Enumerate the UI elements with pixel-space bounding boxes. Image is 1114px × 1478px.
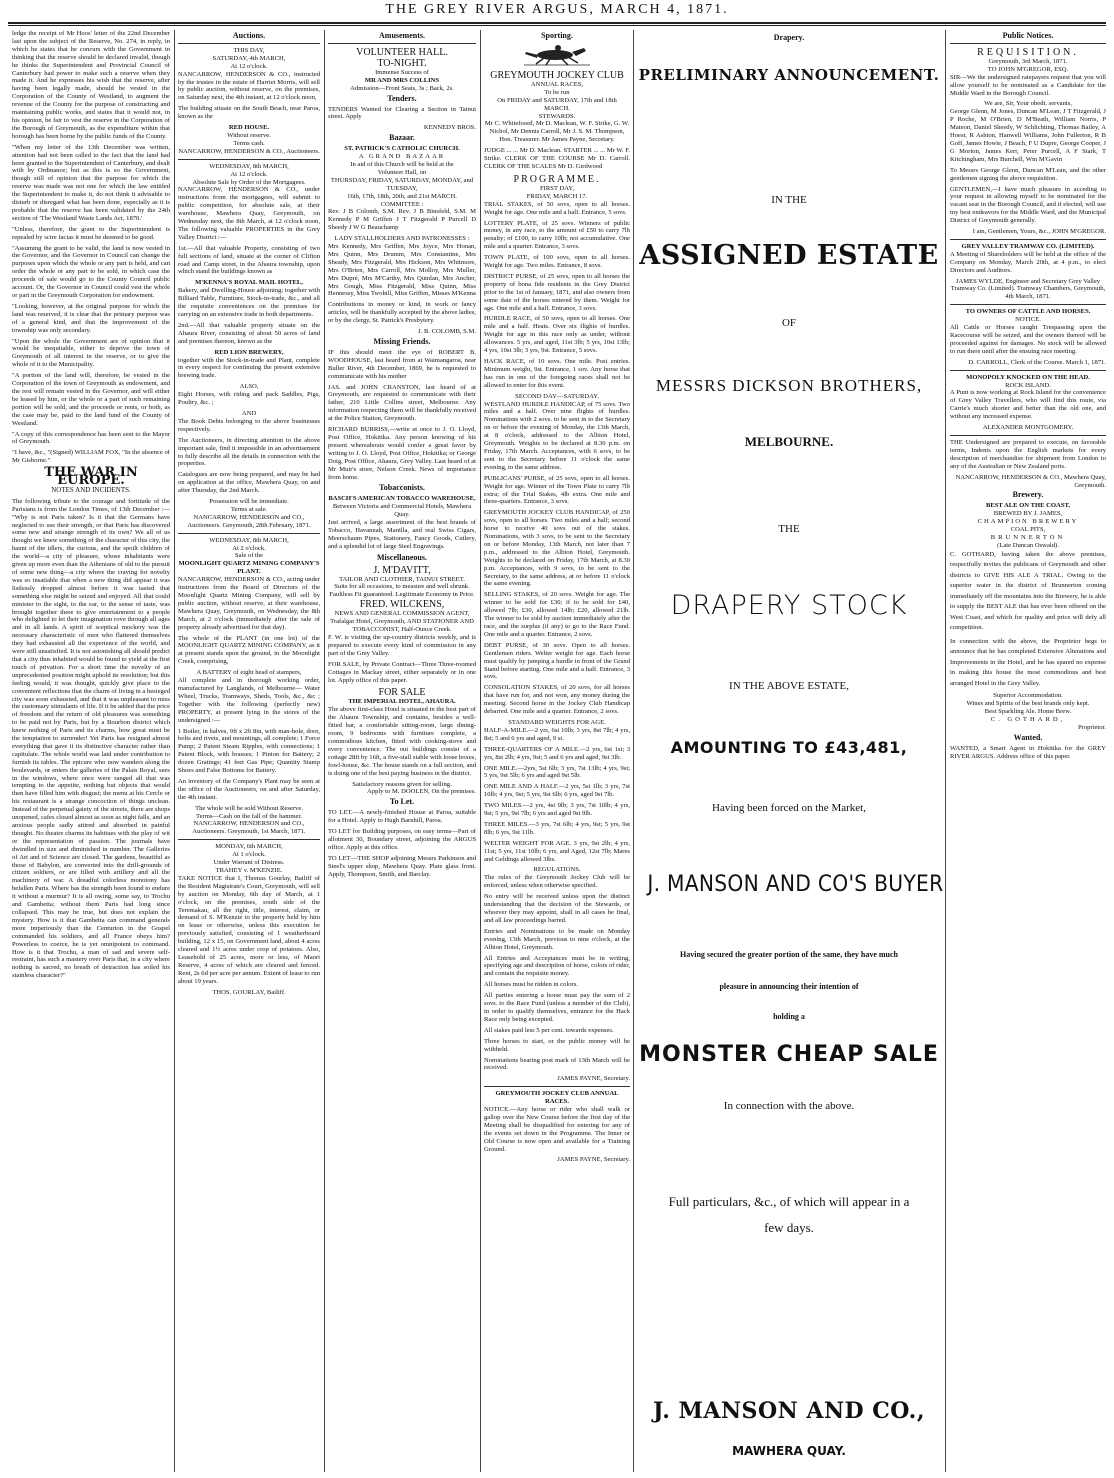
notes-subheading: NOTES AND INCIDENTS. xyxy=(51,485,131,494)
ad-text: TO JOHN M'GREGOR, ESQ. xyxy=(987,65,1069,73)
section-header: Amusements. xyxy=(379,31,425,40)
auction-time: At 1 o'clock. xyxy=(232,851,266,859)
race-entry: CONSOLATION STAKES, of 20 sovs, for all horses that have run for, and not won, any money during the meeting. Second horse in the Jockey Club Handicap debarred. One mile and a quarter. Entrance, 2 sovs. xyxy=(484,684,630,716)
ad-list: Rev. J B Colomb, S.M. Rev. J B Binsfeld, S.M. M Kennedy P M Griffen J T Fitzgerald P Purcell D Sheedy J W G Beauchamp xyxy=(328,208,476,232)
amount-heading: AMOUNTING TO £43,481, xyxy=(670,738,908,757)
section-header: Tobacconists. xyxy=(379,483,425,493)
auction-date: MONDAY, 6th MARCH, xyxy=(215,843,283,851)
ad-title: THE IMPERIAL HOTEL, AHAURA. xyxy=(348,698,456,706)
ad-signature: KENNEDY BROS. xyxy=(423,124,476,132)
section-header: Wanted. xyxy=(1013,732,1043,742)
ad-text: THE Undersigned are prepared to execute, on favorable terms, Indents upon the English markets for every description of merchandise for shipment from London to any of the Australian or New Zealand ports. xyxy=(950,438,1106,470)
ad-text: All Cattle or Horses caught Trespassing upon the Racecourse will be seized, and the owners thereof will be proceeded against for damages. No stock will be allowed to run there until after the ensuing race meeting. xyxy=(950,324,1106,355)
ad-signature: ALEXANDER MONTGOMERY. xyxy=(982,424,1074,432)
ad-text: REGULATIONS. xyxy=(533,866,581,874)
article-signature: "I have, &c., "(Signed) WILLIAM FOX, "In the absence of Mr Gisborne." xyxy=(12,449,170,465)
weight-entry: THREE MILES.—3 yrs, 7st 6lb; 4 yrs, 9st; 5 yrs, 9st 8lb; 6 yrs, 9st 11lb. xyxy=(484,820,630,836)
ad-text: pleasure in announcing their intention of xyxy=(719,982,859,991)
ad-text: ROCK ISLAND. xyxy=(1005,381,1051,389)
auction-body: 2nd.—All that valuable property situate on the Ahaura River, consisting of about 50 acres of land and premises thereon, known as the xyxy=(178,321,320,345)
race-entry: GREYMOUTH JOCKEY CLUB HANDICAP, of 250 sovs, open to all horses. Two miles and a half; second horse to receive 40 sovs out of the stakes. Nominations, with 3 sovs, to be sent to the Secretary on or before Monday, 13th March, not later than 7 p.m., addressed to the Albion Hotel, Greymouth. Weights to be declared on Friday, 17th March, at 8.30 p.m. Acceptances, with 9 sovs, to be sent to the Secretary, to the same address, at or before 11 o'clock the same evening. xyxy=(484,509,630,588)
column-auctions xyxy=(178,30,320,1470)
section-header: Tenders. xyxy=(387,93,417,103)
race-entry: WESTLAND HURDLE HANDICAP, of 75 sovs. Two miles and a half. Over nine flights of hurdles. Nominations with 2 sovs. to be sent in to the Secretary on or before the evening of Monday, the 13th March, at 8 o'clock, addressed to the Albion Hotel, Greymouth. Weights to be declared at 8.30 p.m. on Friday, 17th March. Acceptances, with 6 sovs, to be sent to the Secretary before 11 o'clock the same evening, to the same address. xyxy=(484,400,630,471)
ad-text: Contributions in money or kind, in work or fancy articles, will be thankfully accepted by the above ladies, or by the clergy, St. Patrick's Presbytery. xyxy=(328,301,476,325)
ad-text: C. GOTHARD, having taken the above premises, respectfully invites the publicans of Greymouth and other districts to GIVE HIS ALE A TRIAL. Owing to the superior water in the district of Brunnerton coming immediately off the mountains into the Brewery, he is able to supply the BEST ALE that has ever been offered on the West Coast, and which for quality and price will defy all competition. xyxy=(950,550,1106,632)
ad-text: Having been forced on the Market, xyxy=(712,802,866,814)
section-header: Drapery. xyxy=(773,33,805,42)
ad-title: VOLUNTEER HALL. xyxy=(356,46,448,58)
auction-date: WEDNESDAY, 8th MARCH, xyxy=(209,536,289,544)
auction-body: together with the Stock-in-trade and Plant, complete in every respect for continuing the present extensive brewing trade. xyxy=(178,356,320,380)
weight-entry: THREE-QUARTERS OF A MILE.—2 yrs, 6st 1st; 3 yrs, 8st 2lb; 4 yrs, 9st; 5 and 6 yrs and aged, 9st 3lb. xyxy=(484,745,630,761)
auction-date: WEDNESDAY, 8th MARCH, xyxy=(209,162,289,170)
auction-also: ALSO, xyxy=(239,383,259,391)
weight-entry: ONE MILE AND A HALF.—2 yrs, 5st 1lb; 3 yrs, 7st 10lb; 4 yrs, 9st; 5 yrs, 9st 6lb; 6 yrs, aged 9st 7lb. xyxy=(484,783,630,799)
masthead-rule xyxy=(8,22,1106,24)
ad-text: FRIDAY, MARCH 17. xyxy=(526,192,588,200)
auction-reserve: Without reserve. xyxy=(227,131,271,139)
column-sporting xyxy=(484,30,630,1470)
ad-list: Mrs Kennedy, Mrs Griffen, Mrs Joyce, Mrs Honan, Mrs Quinn, Mrs Drumm, Mrs Constantine, Mrs Sheady, Mrs Fitzgerald, Mrs Hickson, Mrs Whitmore, Mrs O'Brien, Mrs Carroll, Mrs Molloy, Mrs Muller, Mrs Dupré, Mrs M'Carthy, Mrs Quinlan, Mrs Ancher, Mrs Gough, Miss Fitzgerald, Miss Quinn, Miss Hennessy, Miss Twohill, Miss Griffen, Misses M'Kenna xyxy=(328,243,476,298)
masthead-rule-thin xyxy=(8,25,1106,26)
column-divider xyxy=(480,30,481,1472)
signatory-list: George Glenn, M Jones, Duncan M'Lean, J T Fitzgerald, J P Roche, M O'Brien, D M'Beath, William Norris, P Mateon, Daniel Sheedy, W Schlichting, Thomas Bailey, A Hoest, R Ashton, Hanwell Williams, John Fullerton, R B Goff, James Howie, J Beach, F U Dupre, George Cooper, J G Morton, James Kerr, Peter Purcell, A F Stark, T Kitchingham, Mrs Burchell, Wm M'Gavin xyxy=(950,108,1106,163)
ad-signature: JAMES PAYNE, Secretary. xyxy=(557,1075,630,1083)
article-paragraph: ledge the receipt of Mr Hoos' letter of the 22nd December last upon the subject of the Reserve, No. 274, in reply, in which he states that he concurs with the Government in thinking that the reserve should be declared invalid, though he thinks the Superintendent and Provincial Council of Canterbury had power to make such a reserve when they made it. And he expresses his wish that the reserve, after having been legally made, should be vested in the Corporation of the County of Westland, to augment the revenue of the County for the purpose of constructing and maintaining public works, and states that it would not, in his opinion, be fair to vest the reserve in the Corporation of the Borough of Greymouth, as the expenditure within that borough has been borne by the public funds of the County. xyxy=(12,30,170,140)
monster-sale-heading: MONSTER CHEAP SALE xyxy=(639,1042,939,1067)
section-header: Auctions. xyxy=(232,31,266,40)
ad-text: Admission—Front Seats, 3s ; Back, 2s. xyxy=(350,84,454,92)
ad-text: Between Victoria and Commercial Hotels, Mawhera Quay. xyxy=(332,503,472,519)
divider xyxy=(178,159,320,160)
ad-text: NOTICE. xyxy=(1015,316,1041,324)
article-paragraph: "Looking, however, at the original purpose for which the land was reserved, it is clear that the primary purpose was of a general kind, and that the improvement of the township was only secondary. xyxy=(12,302,170,334)
ad-text: Wines and Spirits of the best brands only kept. xyxy=(966,700,1090,708)
ad-signature: JAMES PAYNE, Secretary. xyxy=(557,1156,630,1164)
dickson-brothers-heading: MESSRS DICKSON BROTHERS, xyxy=(655,376,923,395)
manson-co-heading: J. MANSON AND CO., xyxy=(653,1398,925,1424)
ad-text: Having secured the greater portion of the same, they have much xyxy=(680,950,898,959)
ad-title: MONOPOLY KNOCKED ON THE HEAD. xyxy=(966,373,1090,381)
ad-text: WANTED, a Smart Agent in Hokitika for the GREY RIVER ARGUS. Address office of this paper. xyxy=(950,744,1106,760)
auctioneer-signature: NANCARROW, HENDERSON and CO., Auctioneers. Greymouth, 28th February, 1871. xyxy=(187,513,311,529)
property-name: RED LION BREWERY, xyxy=(214,348,284,356)
ad-text: OF xyxy=(781,317,797,329)
ad-text: COMMITTEE : xyxy=(380,200,424,208)
divider xyxy=(178,533,320,534)
weight-entry: HALF-A-MILE.—2 yrs, 6st 10lb; 3 yrs, 8st 7lb; 4 yrs, 8st; 5 and 6 yrs and aged, 9 st. xyxy=(484,726,630,742)
ad-text: TAILOR AND CLOTHIER, TAINUI STREET. xyxy=(339,575,465,583)
ad-signature: D. CARROLL, Clerk of the Course. March 1, 1871. xyxy=(968,358,1106,366)
race-entry: TOWN PLATE, of 100 sovs, open to all horses. Weight for age. Two miles. Entrance, 8 sovs. xyxy=(484,254,630,270)
assigned-estate-heading: ASSIGNED ESTATE xyxy=(639,240,939,271)
auction-time: At 12 o'clock. xyxy=(230,62,268,70)
ad-text: A Meeting of Shareholders will be held at the office of the Company on Monday, March 20th, at 4 p.m., to elect Directors and Auditors. xyxy=(950,250,1106,274)
auction-body: Bakery, and Dwelling-House adjoining; together with Billiard Table, Furniture, Stock-in-trade, &c., and all the requisite conveniences on the premises for carrying on an extensive trade in both departments. xyxy=(178,287,320,318)
manson-buyer-heading: J. MANSON AND CO'S BUYER xyxy=(647,872,944,897)
ad-title: TO-NIGHT. xyxy=(377,57,427,69)
auction-date: SATURDAY, 4th MARCH, xyxy=(212,54,286,62)
auction-body: NANCARROW, HENDERSON & CO., under instructions from the mortgagees, will submit to public competition, for absolute sale, at their warehouse, Mawhera Quay, Greymouth, on Wednesday next, the 8th March, at 12 o'clock noon, The following valuable PROPERTIES in the Grey Valley District :— xyxy=(178,186,320,241)
ad-text: Volunteer Hall, on xyxy=(377,168,427,176)
ad-title: GREYMOUTH JOCKEY CLUB ANNUAL RACES. xyxy=(495,1090,619,1106)
ad-text: In aid of this Church will be held at the xyxy=(350,160,454,168)
ad-title: REQUISITION. xyxy=(977,46,1079,58)
ad-text: Best Sparkling Ale. Home Brew. xyxy=(984,708,1072,716)
ad-title: ST. PATRICK'S CATHOLIC CHURCH. xyxy=(344,145,460,153)
preliminary-announcement: PRELIMINARY ANNOUNCEMENT. xyxy=(638,66,940,84)
race-entry: PUBLICANS' PURSE, of 25 sovs, open to all horses. Weight for age. Winner of the Town Plate to carry 7lb extra; of the Trial Stakes, 4lb extra. One mile and three-quarters. Entrance, 3 sovs. xyxy=(484,474,630,506)
regulation: No entry will be received unless upon the distinct understanding that the decision of the Stewards, or whoever they may appoint, shall in all cases be final, and all law proceedings barred. xyxy=(484,893,630,924)
ad-signature: I am, Gentlemen, Yours, &c., JOHN M'GREGOR. xyxy=(972,228,1106,236)
section-header: Missing Friends. xyxy=(373,337,431,346)
bailiff-signature: THOS. GOURLAY, Bailiff. xyxy=(212,988,286,996)
ad-text: THE xyxy=(778,523,800,535)
ad-title: FOR SALE xyxy=(378,687,426,699)
auction-body: The building situate on the South Beach, near Paroa, known as the xyxy=(178,105,320,121)
ad-text: RICHARD BURRISS,—write at once to J. O. Lloyd, Post Office, Hokitika. Any person knowing of his present whereabouts would confer a great favor by writing to J. O. Lloyd, Post Office, Hokitika; or George Doig, Post Office, Ahaura, Grey Valley. Last heard of at Mr Muir's store, Nelson Creek. News of importance from home. xyxy=(328,426,476,481)
ad-text: IN THE xyxy=(771,194,807,206)
column-divider xyxy=(945,30,946,1472)
regulation: All Entries and Acceptances must be in writing, specifying age and description of horse, colors of rider, and contain the requisite money. xyxy=(484,954,630,978)
weight-entry: ONE MILE.—2yrs, 5st 6lb; 3 yrs, 7st 13lb; 4 yrs, 9st; 5 yrs, 9st 5lb; 6 yrs and aged 9st 5lb. xyxy=(484,764,630,780)
ad-text: The above first-class Hotel is situated in the best part of the Ahaura Township, and contains, besides a well-fitted bar, a comfortable sitting-room, large dining-room, 9 bedrooms with furniture complete, a commodious kitchen, fitted with cooking-stove and every convenience. The out buildings consist of a cottage 28ft by 16ft, a five-stall stable with loose boxes, fowl-house, &c. The house stands on a full section, and is doing one of the best paying business in the district. xyxy=(328,706,476,777)
column-drapery xyxy=(635,30,943,1472)
ad-text: STEWARDS. xyxy=(538,112,576,120)
auction-body: An inventory of the Company's Plant may be seen at the office of the Auctioneers, on and after Saturday, the 4th instant. xyxy=(178,777,320,801)
auction-body: Eight Horses, with riding and pack Saddles, Pigs, Poultry, &c. ; xyxy=(178,391,320,407)
ad-title: BEST ALE ON THE COAST, xyxy=(985,502,1071,510)
ad-title: FRED. WILCKENS, xyxy=(359,599,445,611)
ad-text: MR AND MRS COLLINS xyxy=(364,76,440,84)
ad-text: LADY STALLHOLDERS AND PATRONESSES : xyxy=(334,235,470,243)
ad-title: BASCH'S AMERICAN TOBACCO WAREHOUSE, xyxy=(328,495,476,503)
ad-text: holding a xyxy=(773,1012,805,1021)
regulation: Entries and Nominations to be made on Monday evening, 13th March, previous to nine o'clock, at the Albion Hotel, Greymouth. xyxy=(484,927,630,951)
ad-text: Just arrived, a large assortment of the best brands of Tobacco, Havannah, Manilla, and real Swiss Cigars, Meerschaum Pipes, Stationery, Fancy Goods, Cutlery, and a splendid lot of large Steel Engravings. xyxy=(328,519,476,550)
auction-and: AND xyxy=(241,409,257,417)
section-header: Public Notices. xyxy=(1002,31,1054,40)
regulation: Three horses to start, or the public money will be withheld. xyxy=(484,1037,630,1053)
ad-text: Superior Accommodation. xyxy=(993,692,1063,700)
auction-body: TAKE NOTICE that I, Thomas Gourlay, Bailiff of the Resident Magistrate's Court, Greymouth, will sell by auction on Monday, 6th day of March, at 1 o'clock, on the premises, south side of the Teremakau, all the right, title, interest, claim, or demand of S. M'Kenzie to the property held by him on lease or otherwise, unless this execution be previously satisfied, consisting of 1 weatherboard building, 12 x 15, on Government land, about 4 acres cleared and 1½ acres under crop of potatoes. Also, Leasehold of 25 acres, more or less, of Maori Reserve, 4 acres of which are cleared and fenced. Rent, 2s 6d per acre per annum. Extent of lease to run about 19 years. xyxy=(178,874,320,985)
ad-text: IN THE ABOVE ESTATE, xyxy=(729,680,849,692)
race-entry: HACK RACE, of 10 sovs. One mile. Post entries. Minimum weight, 9st. Entrance, 1 sov. Any horse that has run in one of the foregoing races shall not be allowed to enter for this event. xyxy=(484,358,630,389)
ad-text: few days. xyxy=(764,1220,814,1235)
ad-text: Greymouth, 3rd March, 1871. xyxy=(988,57,1068,65)
divider xyxy=(950,43,1106,44)
ad-text: We are, Sir, Your obedt. servants, xyxy=(984,100,1072,108)
column-divider xyxy=(633,30,634,1472)
ad-text: MELBOURNE. xyxy=(744,434,834,449)
ad-title: GREYMOUTH JOCKEY CLUB xyxy=(490,69,624,81)
regulation: All stakes paid less 5 per cent. towards expenses. xyxy=(484,1026,614,1034)
ad-text: TENDERS Wanted for Clearing a Section in Tainui street. Apply xyxy=(328,105,476,121)
ad-text: In connection with the above, the Proprietor begs to announce that he has completed Extensive Alterations and Improvements in the Hotel, and he has spared no expense in making this house the most commodious and best arranged Hotel in the Grey Valley. xyxy=(950,637,1106,687)
auction-body: The whole of the PLANT (in one lot) of the MOONLIGHT QUARTZ MINING COMPANY, as it at present stands upon the ground, in the Moonlight Creek, comprising, xyxy=(178,634,320,666)
weight-entry: TWO MILES.—2 yrs, 4st 9lb; 3 yrs, 7st 10lb; 4 yrs, 9st; 5 yrs, 9st 7lb; 6 yrs and aged 9st 9lb. xyxy=(484,802,630,818)
racehorse-engraving-icon xyxy=(522,44,592,66)
divider xyxy=(484,1086,630,1087)
section-header: Miscellaneous. xyxy=(377,552,427,562)
auction-day: THIS DAY, xyxy=(233,46,265,54)
ad-text: BREWED BY J. JAMES, xyxy=(993,510,1063,518)
race-entry: DISTRICT PURSE, of 25 sovs, open to all horses the property of bona fide residents in the Grey District prior to the 1st of January, 1871, and also owners from some date of the horses entered by them. Weight for age. One mile and a half. Entrance, 3 sovs. xyxy=(484,272,630,312)
auction-list: 1 Boiler, in halves, 9ft x 2ft 8in, with man-hole, door, bolts and rivets, and mountings, all complete; 1 Force Pump; 2 Patent Steam Ripples, with connections; 1 Patent Block, with brasses; 1 Pinion for Battery; 2 dozen Gratings; 41 feet Gas Pipe; Quantity Stamp Shoes and False Bottoms for Battery. xyxy=(178,727,320,775)
section-header: Bazaar. xyxy=(389,133,415,143)
column-public-notices xyxy=(950,30,1106,1470)
ad-text: NEWS AND GENERAL COMMISSION AGENT, Trafalgar Hotel, Greymouth, AND STATIONER AND TOBACCONIST, Half-Ounce Creek. xyxy=(330,610,474,634)
ad-text: On FRIDAY and SATURDAY, 17th and 18th MARCH. xyxy=(497,96,617,112)
ad-text: F. W. is visiting the up-country districts weekly, and is prepared to execute every kind of commission in any part of the Grey Valley. xyxy=(328,634,476,657)
masthead-title: THE GREY RIVER ARGUS, MARCH 4, 1871. xyxy=(385,2,729,17)
auction-sale: Sale of the xyxy=(234,552,264,560)
column-amusements xyxy=(328,30,476,1470)
article-paragraph: "When my letter of the 13th December was written, attention had not been called to the fact that the land had been granted to the Superintendent of Canterbury, and dealt with by Ordinance; but as this is so the Government, though still of opinion that the purpose for which the reserve was made was not one for which the law entitled the Superintendent to make it, do not think it advisable to disturb or disregard what has been done, especially as it is probable that the reserve has been validated by the 24th section of 'The Westland Waste Lands Act, 1870.' xyxy=(12,143,170,222)
ad-text: A Punt is now working at Rock Island for the convenience of Grey Valley Travellers, who will find this route, via Carrie's much shorter and better than the old one, and without any increased expense. xyxy=(950,389,1106,421)
ad-text: JAS. and JOHN CRANSTON, last heard of at Greymouth, are requested to communicate with their father, 210 Little Collins street, Melbourne. Any information respecting them will be thankfully received at the Police Station, Greymouth. xyxy=(328,383,476,423)
section-header: Brewery. xyxy=(1012,490,1044,500)
article-paragraph: "Unless, therefore, the grant to the Superintendent is repealed by scire facias it must be deemed to be good. xyxy=(12,225,170,241)
auctioneer-signature: NANCARROW, HENDERSON and CO., Auctioneers. Greymouth, 1st March, 1871. xyxy=(192,820,306,836)
ad-text: THURSDAY, FRIDAY, SATURDAY, MONDAY, and TUESDAY, xyxy=(330,176,474,192)
auction-body: All complete and in thorough working order, manufactured by Langlands, of Melbourne— Water Wheel, Trucks, Tramways, Sheds, Tools, &c., &c ; Together with the following (perfectly new) PROPERTY, at present lying in the stores of the undersigned :— xyxy=(178,677,320,724)
property-name: M'KENNA'S ROYAL MAIL HOTEL, xyxy=(195,279,303,287)
divider xyxy=(178,839,320,840)
auction-reserve: The whole will be sold Without Reserve. xyxy=(195,804,303,812)
ad-text: COAL PITS, xyxy=(1010,526,1046,534)
divider xyxy=(950,370,1106,371)
masthead xyxy=(0,0,1114,34)
ad-list: Mr C. Whitefoord, Mr D. Maclean, W. F. Strike, G. W. Nichol, Mr Dennis Carroll, Mr J. S. M. Thompson, Hon. Treasurer. Mr James Payne, Secretary. xyxy=(484,120,630,144)
ad-title: A GRAND BAZAAR xyxy=(358,153,446,161)
ad-list: JUDGE ... ... Mr D. Maclean. STARTER ... ... Mr W. F. Strike. CLERK OF THE COURSE Mr D. Carroll. CLERK OF THE SCALES Mr D. Girdwood xyxy=(484,147,630,170)
ad-text: Proprietor. xyxy=(1077,723,1106,731)
ad-text: SIR—We the undersigned ratepayers request that you will allow yourself to be nominated as a Candidate for the Middle Ward in the Borough Council. xyxy=(950,73,1106,97)
auction-time: At 12 o'clock. xyxy=(230,170,268,178)
ad-text: (Late Duncan Oswald). xyxy=(997,541,1059,549)
ad-title: PROGRAMME. xyxy=(513,173,601,185)
ad-text: TO LET—THE SHOP adjoining Messrs Parkinson and Steel's upper shop, Mawhera Quay. Plate glass front. Apply, Thompson, Smith, and Barclay. xyxy=(328,854,476,878)
ad-text: IF this should meet the eye of ROBERT B. WOODHOUSE, last heard from at Waimangaroa, near Buller River, 4th December, 1869, he is requested to communicate with his mother xyxy=(328,348,476,380)
ad-title: J. M'DAVITT, xyxy=(373,564,431,576)
auction-warrant: Under Warrant of Distress. xyxy=(213,859,285,867)
divider xyxy=(950,304,1106,305)
auction-case: TRAHEY v. M'KENZIE. xyxy=(215,867,283,874)
ad-text: BRUNNERTON xyxy=(990,533,1066,541)
ad-text: Suits for all occasions, to measure and well shrunk. xyxy=(334,583,470,591)
auction-item: A BATTERY of eight head of stampers, xyxy=(196,669,302,677)
column-divider xyxy=(324,30,325,1472)
ad-text: SECOND DAY—SATURDAY. xyxy=(515,392,599,400)
auction-time: At 2 o'clock. xyxy=(232,544,266,552)
property-name: MOONLIGHT QUARTZ MINING COMPANY'S PLANT. xyxy=(178,560,320,576)
auction-terms: Terms—Cash on the fall of the hammer. xyxy=(196,812,302,820)
ad-text: 16th, 17th, 18th, 20th, and 21st MARCH. xyxy=(347,192,457,200)
auction-body: The Auctioneers, in directing attention to the above important sale, find it impossible in an advertisement to fully describe all the details in connection with the properties. xyxy=(178,436,320,468)
ad-title: TO OWNERS OF CATTLE AND HORSES. xyxy=(965,308,1091,316)
auction-body: Catalogues are now being prepared, and may be had on application at the office, Mawhera Quay, on and after Thursday, the 2nd March. xyxy=(178,471,320,495)
auction-terms: Terms at sale. xyxy=(230,505,268,513)
section-header: To Let. xyxy=(389,797,415,807)
race-entry: LOTTERY PLATE, of 25 sovs. Winners of public money, in any race, to the amount of £50 to carry 7lb penalty; of £100, to carry 10lb; not accumulative. One mile and a quarter. Entrance, 3 sovs. xyxy=(484,219,630,251)
war-in-europe-heading: THE WAR IN EUROPE. xyxy=(44,465,138,489)
divider xyxy=(950,435,1106,436)
ad-signature: NANCARROW, HENDERSON & CO., Mawhera Quay, Greymouth. xyxy=(955,473,1106,489)
article-paragraph: "A copy of this correspondence has been sent to the Mayor of Greymouth. xyxy=(12,430,170,446)
auction-body: NANCARROW, HENDERSON & CO., instructed by the trustee in the estate of Harriet Morris, will sell by public auction, without reserve, on the premises, on Saturday next, the 4th instant, at 12 o'clock noon, xyxy=(178,70,320,102)
ad-signature: JAMES WYLDE, Engineer and Secretary Grey Valley Tramway Co. (Limited). Tramway Chambers, Greymouth, 4th March, 1871. xyxy=(950,277,1106,301)
auction-note: Possession will be immediate. xyxy=(209,498,289,506)
weight-entry: WELTER WEIGHT FOR AGE. 3 yrs, 9st 2lb; 4 yrs, 11st; 5 yrs, 11st 10lb; 6 yrs, and Aged, 12st 7lb; Mares and Geldings allowed 3lbs. xyxy=(484,839,630,863)
section-header: Sporting. xyxy=(541,31,573,40)
auction-body: The Book Debts belonging to the above businesses respectively. xyxy=(178,417,320,433)
race-entry: HURDLE RACE, of 50 sovs, open to all horses. One mile and a half. Heats. Over six flights of hurdles. Weight for age in this race only as under, without allowances. 5 yrs, and aged, 11st 3lb; 5 yrs, 10st 13lb; 4 yrs, 10st 3lb; 3 yrs, 9st. Entrance, 5 sovs. xyxy=(484,315,630,355)
ad-text: TO LET for Building purposes, on easy terms—Part of allotment 30, Boundary street, adjoining the ARGUS office. Apply at this office. xyxy=(328,828,476,851)
column-editorial xyxy=(12,30,170,1470)
ad-text: Full particulars, &c., of which will appear in a xyxy=(668,1194,910,1209)
ad-text: CHAMPION BREWERY xyxy=(977,518,1079,526)
divider xyxy=(178,43,320,44)
race-entry: TRIAL STAKES, of 50 sovs, open to all horses. Weight for age. One mile and a half. Entrance, 5 sovs. xyxy=(484,200,630,216)
ad-text: GENTLEMEN,—I have much pleasure in acceding to your request in allowing myself to be nominated for the vacant seat in the Borough Council, and if elected, will use my best endeavors for the Middle Ward, and the Municipal District of Greymouth generally. xyxy=(950,185,1106,225)
regulation: All parties entering a horse must pay the sum of 2 sovs. to the Race Fund (unless a member of the Club), in order to qualify themselves, entrance for the Hack Race only being excepted. xyxy=(484,992,630,1023)
ad-text: In connection with the above. xyxy=(723,1100,855,1112)
ad-signature: Apply to M. DOOLEN, On the premises. xyxy=(367,788,476,796)
ad-signature: J. B. COLOMB, S.M. xyxy=(418,328,476,336)
auction-title: Absolute Sale by Order of the Mortgagees. xyxy=(192,178,306,186)
auction-terms: Terms cash. xyxy=(233,139,265,147)
mawhera-quay: MAWHERA QUAY. xyxy=(732,1444,846,1458)
article-paragraph: "A portion of the land will, therefore, be vested in the Corporation of the town of Greymouth as endowment, and the rest will remain vested in the Governor, and will either be leased by him, or the whole or a part of such remaining portion will be sold, and the proceeds or rents, or both, as the case may be, paid to the land fund of the County of Westland. xyxy=(12,372,170,427)
auction-body: NANCARROW, HENDERSON & CO., acting under instructions from the Board of Directors of the Moonlight Quartz Mining Company, will sell by public auction, without reserve, at their warehouse, Mawhera Quay, Greymouth, on Wednesday, the 8th March, at 2 o'clock (immediately after the sale of property already advertised for that day). xyxy=(178,576,320,631)
race-entry: DEBT PURSE, of 30 sovs. Open to all horses. Gentlemen riders. Welter weight for age. Each horse must qualify by jumping a hurdle in front of the Grand Stand before starting. One mile and a half. Entrance, 3 sovs. xyxy=(484,641,630,681)
article-paragraph: The following tribute to the courage and fortitude of the Parisians is from the London Times, of 13th December :— "Why is not Paris taken? Is it that the Germans have neglected to use their strength, or that Paris has discovered some new and strange strength of its own? We all of us thought we knew something of the character of this city, the haunt of the idlers, the curious, and the spoilt children of the world—a city of pleasure, whose inhabitants were given up more even than the Athenians of old to the pursuit of some new thing—a city where the craving for novelty was so insatiable that when a new thing did appear it was listlessly dropped almost before it was tasted that something else might be seized and enjoyed. All that could minister to the sight, to the ear, to the sense of taste, was brought together there to give entertainment to a people who delighted to let their imagination rove through all ages and in all lands. A spirit of sceptical mockery was the necessary characteristic of men who flattered themselves they had exhausted all the experience of the world, and were still unsatisfied. It is not astonishing all should predict that a city thus inhabited would be found to yield at the first touch of privation. For a short time the novelty of an unprecedented position might uphold its resolution; but this feeling would, it was thought, quickly give place to the convenient reflections that the charm of living in a besieged city was soon exhausted, and that it was unpleasant to miss the customary stimulants of life. If it be added that the price of freedom and the return of old pleasures was something to be paid not by Paris, but by a Bourbon district which knew nothing of Paris and its charms, how great must be the temptation to surrender! Yet Paris has resigned almost everything that gave it its distinctive character rather than capitulate. The whole world was laid under contribution to furnish its tables. The epicure who now wanders along the boulevards, or enters the galleries of the Palais Royal, sees in the windows, where once were ranged all that was tempting to the appetite, nothing but objects that would then have filled him with disgust; the menu at his Cercle or his restaurant is a strange concoction of things unclean. Instead of the perpetual gaiety of the streets, there are shops unopened, cafes closed almost as soon as night falls, and an anxious people sadly attired and absorbed in painful thought. No theatre charms its habitues with the play of wit or the representation of passion. The journals have dwindled in size and diminished in number. The Galleries of Art and of Science are closed. The gardens, beautiful as those of Babylon, are converted into the drill-grounds of citizen soldiers, or are filled with artillery and all the machinery of war. A dreadful colorless monotony has befallen Paris. Where has the strength been found to endure it without a murmur? It is all owing, some say, to Trochu and Gambetta; without them Paris had long since collapsed. This may be true, but does not explain the mystery. How is it that Gambetta can command generals more imperiously than the Centurion in the Gospel commanded his soldiers, and all France obeys him? Powerless to coerce, he is yet omnipotent to command. How is it that Trochu, a man of sad and severe self-restraint, has such a mastery over Paris that, in a city where nothing is sacred, no breath of detraction has soiled his stainless character?" xyxy=(12,497,170,980)
auction-body: 1st.—All that valuable Property, consisting of two full sections of land, situate at the corner of Clifton road and Camp street, in the Ahaura township, upon which stand the buildings known as xyxy=(178,244,320,276)
ad-text: Satisfactory reasons given for selling. xyxy=(352,780,452,788)
divider xyxy=(328,43,476,44)
ad-text: NOTICE.—Any horse or rider who shall walk or gallop over the New Course before the first day of the Meeting shall be disqualified for entering for any of the events set down in the Programme. The Inner or Old Course is now open and available for a Training Ground. xyxy=(484,1106,630,1153)
ad-text: FOR SALE, by Private Contract—Three Three-roomed Cottages in Mackay street, either separately or in one lot. Apply office of this paper. xyxy=(328,660,476,684)
regulation: All horses must be ridden in colors. xyxy=(484,981,578,989)
divider xyxy=(950,239,1106,240)
ad-text: ANNUAL RACES, xyxy=(530,80,584,88)
property-name: RED HOUSE. xyxy=(228,124,270,132)
ad-signature: C. GOTHARD, xyxy=(990,715,1066,723)
auctioneer-signature: NANCARROW, HENDERSON & CO., Auctioneers. xyxy=(178,147,320,155)
ad-text: FIRST DAY, xyxy=(540,184,574,192)
race-entry: SELLING STAKES, of 20 sovs. Weight for age. The winner to be sold for £30; if to be sold for £40, allowed 7lb; £30, allowed 14lb; £20, allowed 21lb. The winner to be sold by auction immediately after the race, and the surplus (if any) to go to the Race Fund. One mile and a quarter. Entrance, 2 sovs. xyxy=(484,591,630,638)
ad-text: To be run xyxy=(544,88,570,96)
regulation: The rules of the Greymouth Jockey Club will be enforced, unless when otherwise specified. xyxy=(484,874,630,890)
drapery-stock-heading: DRAPERY STOCK xyxy=(670,590,908,621)
ad-text: TO LET.—A newly-finished House at Paroa, suitable for a Hotel. Apply to Hugh Barnhill, Paroa. xyxy=(328,809,476,825)
ad-text: Immense Success of xyxy=(375,68,429,76)
column-divider xyxy=(174,30,175,1472)
article-paragraph: "Assuming the grant to be valid, the land is now vested in the Governor, and the Governor in Council can change the purposes upon which the whole or any part is held, and can order the whole or any part to be sold, in which case the proceeds of sale would go to the County Council public account. Or, the Governor in Council could vest the whole or part in the Greymouth Corporation for endowment. xyxy=(12,244,170,299)
regulation: Nominations bearing post mark of 13th March will be received. xyxy=(484,1056,630,1072)
ad-text: To Messrs George Glenn, Duncan M'Lean, and the other gentlemen signing the above requisition. xyxy=(950,166,1106,182)
ad-text: Faultless Fit guaranteed. Legitimate Economy in Price. xyxy=(329,591,475,599)
ad-title: GREY VALLEY TRAMWAY CO. (LIMITED). xyxy=(961,242,1095,250)
article-paragraph: "Upon the whole the Government are of opinion that it would be inequitable, either to deprive the town of Greymouth of all interest in the reserve, or to give the whole of it to the Municipality. xyxy=(12,337,170,369)
ad-text: STANDARD WEIGHTS FOR AGE. xyxy=(508,718,606,726)
